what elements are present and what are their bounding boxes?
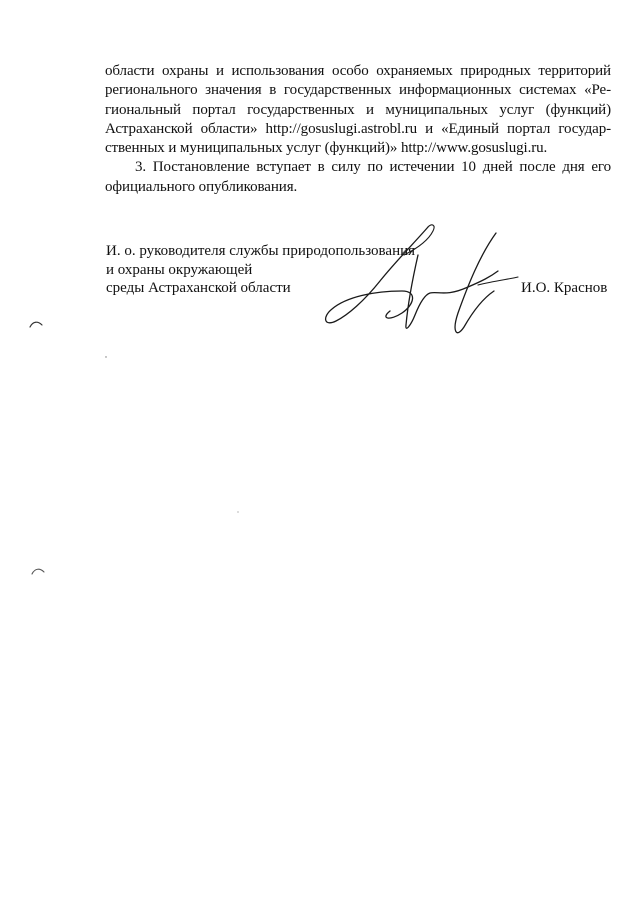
- paragraph-1-line: области охраны и использования особо охраняемых природных территорий: [105, 63, 611, 79]
- document-body: [105, 62, 611, 197]
- handwritten-signature: [318, 215, 523, 345]
- paragraph-1: [105, 62, 611, 158]
- signer-name: И.О. Краснов: [521, 280, 608, 296]
- signer-position-line: И. о. руководителя службы природопользования: [106, 243, 416, 259]
- signer-position-line: среды Астраханской области: [106, 280, 291, 296]
- paragraph-1-line: гиональный портал государственных и муниципальных услуг (функций): [105, 101, 611, 118]
- scan-mark: [30, 565, 46, 577]
- paragraph-2: [105, 158, 611, 197]
- scan-dot: [104, 355, 108, 359]
- scan-dot: [236, 510, 240, 514]
- paragraph-2-line: 3. Постановление вступает в силу по истечении 10 дней после дня его: [135, 159, 611, 176]
- scan-mark: [28, 318, 44, 330]
- paragraph-1-line: Астраханской области» http://gosuslugi.astrobl.ru и «Единый портал государ-: [105, 120, 611, 137]
- signer-position-line: и охраны окружающей: [106, 261, 253, 278]
- paragraph-1-line: ственных и муниципальных услуг (функций)» http://www.gosuslugi.ru.: [105, 140, 548, 157]
- paragraph-2-line: официального опубликования.: [105, 178, 298, 195]
- paragraph-1-line: регионального значения в государственных информационных системах «Ре-: [105, 82, 611, 99]
